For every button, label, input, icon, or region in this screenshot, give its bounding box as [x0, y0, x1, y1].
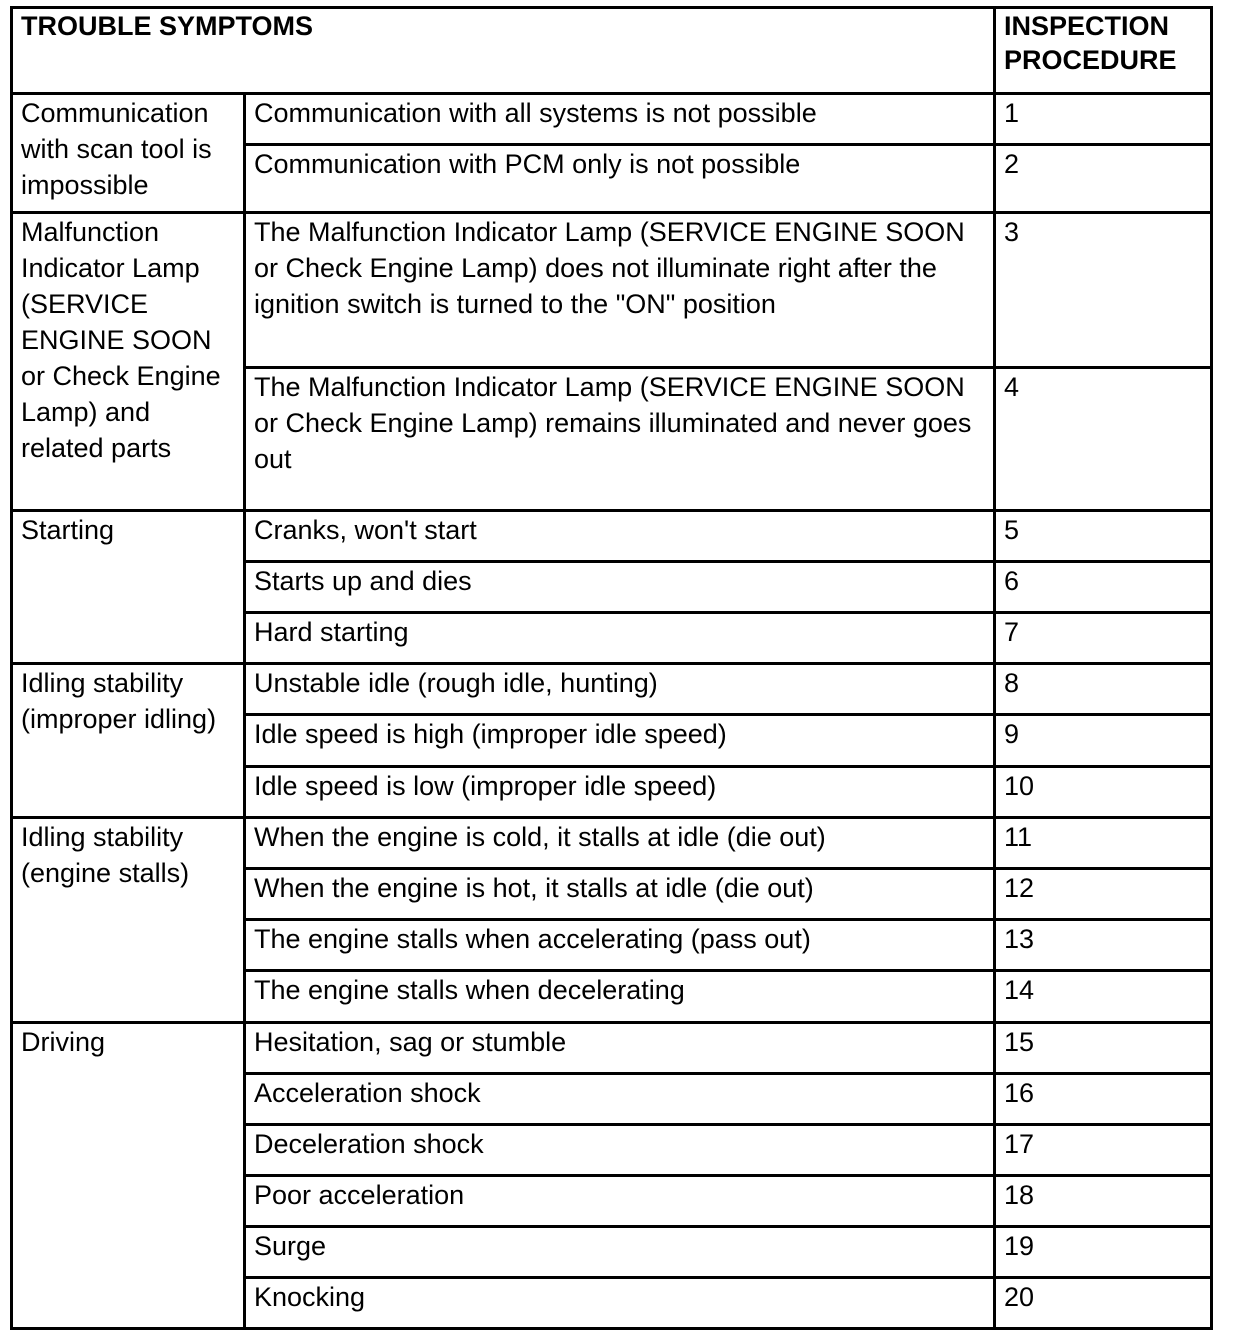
symptom-cell: Acceleration shock: [245, 1074, 995, 1125]
symptom-cell: Starts up and dies: [245, 562, 995, 613]
procedure-cell: 7: [995, 613, 1212, 664]
header-trouble-symptoms: TROUBLE SYMPTOMS: [12, 8, 995, 94]
symptom-cell: The engine stalls when accelerating (pass out): [245, 920, 995, 971]
trouble-symptoms-table: [10, 6, 1213, 1330]
symptom-cell: Knocking: [245, 1278, 995, 1329]
procedure-cell: 16: [995, 1074, 1212, 1125]
procedure-cell: 10: [995, 767, 1212, 818]
procedure-cell: 2: [995, 145, 1212, 213]
symptom-cell: Surge: [245, 1227, 995, 1278]
symptom-cell: Unstable idle (rough idle, hunting): [245, 664, 995, 715]
procedure-cell: 3: [995, 213, 1212, 368]
header-row: [12, 8, 1212, 94]
category-communication: Communication with scan tool is impossible: [12, 94, 245, 213]
category-malfunction-indicator-lamp: Malfunction Indicator Lamp (SERVICE ENGINE SOON or Check Engine Lamp) and related parts: [12, 213, 245, 511]
procedure-cell: 4: [995, 368, 1212, 511]
symptom-cell: The engine stalls when decelerating: [245, 971, 995, 1023]
symptom-cell: When the engine is cold, it stalls at idle (die out): [245, 818, 995, 869]
procedure-cell: 18: [995, 1176, 1212, 1227]
procedure-cell: 9: [995, 715, 1212, 767]
symptom-cell: Cranks, won't start: [245, 511, 995, 562]
symptom-cell: Hard starting: [245, 613, 995, 664]
table-row: [12, 213, 1212, 368]
symptom-cell: Communication with all systems is not possible: [245, 94, 995, 145]
symptom-cell: Hesitation, sag or stumble: [245, 1023, 995, 1074]
procedure-cell: 20: [995, 1278, 1212, 1329]
table-row: [12, 511, 1212, 562]
table-row: [12, 664, 1212, 715]
procedure-cell: 1: [995, 94, 1212, 145]
procedure-cell: 5: [995, 511, 1212, 562]
symptom-cell: When the engine is hot, it stalls at idle (die out): [245, 869, 995, 920]
category-idling-improper: Idling stability (improper idling): [12, 664, 245, 818]
symptom-cell: Deceleration shock: [245, 1125, 995, 1176]
symptom-cell: The Malfunction Indicator Lamp (SERVICE ENGINE SOON or Check Engine Lamp) remains illuminated and never goes out: [245, 368, 995, 511]
procedure-cell: 15: [995, 1023, 1212, 1074]
symptom-cell: Poor acceleration: [245, 1176, 995, 1227]
symptom-cell: Idle speed is low (improper idle speed): [245, 767, 995, 818]
procedure-cell: 14: [995, 971, 1212, 1023]
table-row: [12, 94, 1212, 145]
procedure-cell: 12: [995, 869, 1212, 920]
symptom-cell: Communication with PCM only is not possible: [245, 145, 995, 213]
category-driving: Driving: [12, 1023, 245, 1329]
category-idling-engine-stalls: Idling stability (engine stalls): [12, 818, 245, 1023]
symptom-cell: The Malfunction Indicator Lamp (SERVICE ENGINE SOON or Check Engine Lamp) does not illuminate right after the ignition switch is turned to the "ON" position: [245, 213, 995, 368]
category-starting: Starting: [12, 511, 245, 664]
procedure-cell: 11: [995, 818, 1212, 869]
procedure-cell: 6: [995, 562, 1212, 613]
symptom-cell: Idle speed is high (improper idle speed): [245, 715, 995, 767]
table-row: [12, 818, 1212, 869]
header-inspection-procedure: INSPECTION PROCEDURE: [995, 8, 1212, 94]
procedure-cell: 8: [995, 664, 1212, 715]
procedure-cell: 13: [995, 920, 1212, 971]
procedure-cell: 17: [995, 1125, 1212, 1176]
table-row: [12, 1023, 1212, 1074]
procedure-cell: 19: [995, 1227, 1212, 1278]
